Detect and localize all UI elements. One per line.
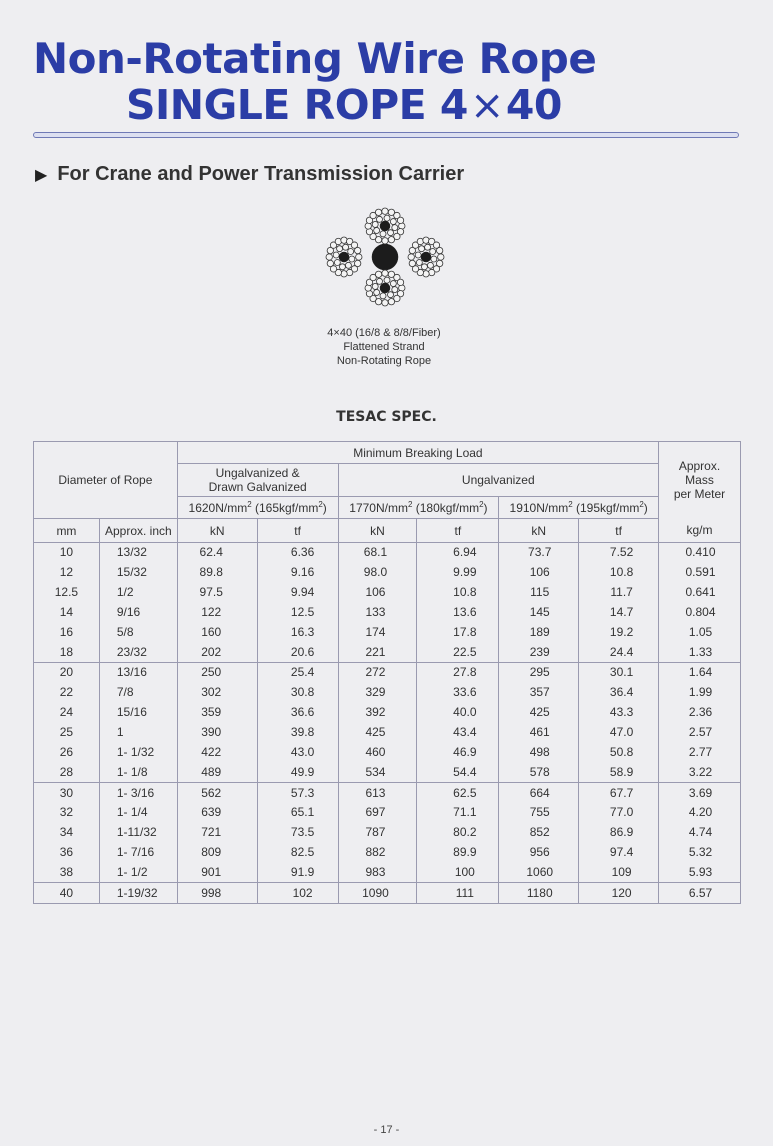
strand-wire xyxy=(392,225,398,231)
kn-1620-cell: 89.8 xyxy=(177,563,257,583)
kn-1620-cell: 359 xyxy=(177,703,257,723)
times-sign: × xyxy=(469,81,504,129)
tf-1770-cell: 100 xyxy=(417,863,499,883)
kn-1620-cell: 489 xyxy=(177,762,257,782)
table-row xyxy=(34,622,741,642)
table-row xyxy=(34,762,741,782)
kn-1620-cell: 390 xyxy=(177,723,257,743)
superscript: 2 xyxy=(568,499,573,509)
kn-1620-cell: 562 xyxy=(177,783,257,803)
strand-wire xyxy=(382,208,388,214)
tf-1770-cell: 46.9 xyxy=(417,742,499,762)
unit-tf: tf xyxy=(417,519,499,543)
table-row xyxy=(34,783,741,803)
strand-wire xyxy=(348,248,354,254)
strand-wire xyxy=(408,254,414,260)
kn-1620-cell: 97.5 xyxy=(177,583,257,603)
strand-wire xyxy=(416,260,422,266)
tf-1910-cell: 67.7 xyxy=(579,783,659,803)
tf-1620-cell: 102 xyxy=(257,883,338,904)
mass-kgm-cell: 0.410 xyxy=(659,543,741,563)
strand-wire xyxy=(375,209,381,215)
grade-1910-text: 1910N/mm xyxy=(509,500,569,515)
header-ungalv-drawn-line-1: Ungalvanized & xyxy=(215,466,300,480)
kn-1910-cell: 295 xyxy=(499,663,579,683)
diameter-inch-cell: 13/32 xyxy=(99,543,177,563)
mass-kgm-cell: 5.32 xyxy=(659,843,741,863)
kn-1910-cell: 1180 xyxy=(499,883,579,904)
strand-wire xyxy=(343,244,349,250)
tf-1620-cell: 20.6 xyxy=(257,642,338,662)
unit-tf: tf xyxy=(579,519,659,543)
core-fiber xyxy=(372,244,398,270)
tf-1770-cell: 6.94 xyxy=(417,543,499,563)
kn-1910-cell: 956 xyxy=(499,843,579,863)
strand-wire xyxy=(327,260,333,266)
tf-1770-cell: 9.99 xyxy=(417,563,499,583)
kn-1910-cell: 189 xyxy=(499,622,579,642)
tf-1620-cell: 57.3 xyxy=(257,783,338,803)
kn-1910-cell: 852 xyxy=(499,823,579,843)
strand-wire xyxy=(349,256,355,262)
diameter-mm-cell: 26 xyxy=(34,742,100,762)
kn-1770-cell: 106 xyxy=(338,583,417,603)
table-row xyxy=(34,843,741,863)
strand-wire xyxy=(354,247,360,253)
strand-wire xyxy=(438,254,444,260)
diameter-mm-cell: 18 xyxy=(34,642,100,662)
diameter-mm-cell: 28 xyxy=(34,762,100,782)
strand-wire xyxy=(380,293,386,299)
kn-1910-cell: 73.7 xyxy=(499,543,579,563)
kn-1770-cell: 1090 xyxy=(338,883,417,904)
spec-title: TESAC SPEC. xyxy=(336,409,437,425)
tf-1770-cell: 40.0 xyxy=(417,703,499,723)
unit-kn: kN xyxy=(338,519,417,543)
table-row xyxy=(34,642,741,662)
strand-wire xyxy=(380,231,386,237)
strand-wire xyxy=(397,279,403,285)
mass-kgm-cell: 0.591 xyxy=(659,563,741,583)
rope-cross-section-figure xyxy=(318,200,452,308)
kn-1910-cell: 1060 xyxy=(499,863,579,883)
strand-core xyxy=(380,221,390,231)
table-row xyxy=(34,742,741,762)
paren: ) xyxy=(322,500,327,515)
kn-1770-cell: 425 xyxy=(338,723,417,743)
header-mass-line-1: Approx. xyxy=(678,459,721,474)
unit-kgm: kg/m xyxy=(659,519,741,543)
kn-1770-cell: 272 xyxy=(338,663,417,683)
superscript: 2 xyxy=(479,499,484,509)
unit-inch: Approx. inch xyxy=(99,519,177,543)
unit-kn: kN xyxy=(177,519,257,543)
kn-1770-cell: 174 xyxy=(338,622,417,642)
strand-wire xyxy=(397,217,403,223)
table-row xyxy=(34,803,741,823)
mass-kgm-cell: 2.77 xyxy=(659,742,741,762)
tf-1620-cell: 43.0 xyxy=(257,742,338,762)
header-mass xyxy=(659,442,741,519)
strand-wire xyxy=(390,219,396,225)
tf-1910-cell: 97.4 xyxy=(579,843,659,863)
mass-kgm-cell: 0.804 xyxy=(659,603,741,623)
unit-mm: mm xyxy=(34,519,100,543)
kn-1910-cell: 755 xyxy=(499,803,579,823)
page-title: Non-Rotating Wire Rope xyxy=(33,34,597,83)
unit-kn: kN xyxy=(499,519,579,543)
tf-1910-cell: 47.0 xyxy=(579,723,659,743)
strand-wire xyxy=(337,246,343,252)
kn-1620-cell: 901 xyxy=(177,863,257,883)
tf-1620-cell: 30.8 xyxy=(257,683,338,703)
table-row xyxy=(34,883,741,904)
kn-1910-cell: 357 xyxy=(499,683,579,703)
tf-1620-cell: 73.5 xyxy=(257,823,338,843)
kn-1620-cell: 160 xyxy=(177,622,257,642)
strand-wire xyxy=(333,252,339,258)
tf-1910-cell: 7.52 xyxy=(579,543,659,563)
kn-1910-cell: 578 xyxy=(499,762,579,782)
grade-1910-kgf: (195kgf/mm xyxy=(572,500,640,515)
diameter-inch-cell: 1- 1/2 xyxy=(99,863,177,883)
mass-kgm-cell: 1.33 xyxy=(659,642,741,662)
grade-1620-text: 1620N/mm xyxy=(188,500,248,515)
spec-table-body xyxy=(34,543,741,904)
diameter-inch-cell: 13/16 xyxy=(99,663,177,683)
tf-1620-cell: 12.5 xyxy=(257,603,338,623)
table-row xyxy=(34,703,741,723)
kn-1770-cell: 534 xyxy=(338,762,417,782)
diameter-mm-cell: 22 xyxy=(34,683,100,703)
mass-kgm-cell: 6.57 xyxy=(659,883,741,904)
mass-kgm-cell: 1.64 xyxy=(659,663,741,683)
tf-1770-cell: 80.2 xyxy=(417,823,499,843)
header-ungalvanized: Ungalvanized xyxy=(338,464,659,497)
table-row xyxy=(34,683,741,703)
table-row xyxy=(34,583,741,603)
diameter-mm-cell: 24 xyxy=(34,703,100,723)
strand-wire xyxy=(425,244,431,250)
tf-1770-cell: 22.5 xyxy=(417,642,499,662)
tf-1910-cell: 109 xyxy=(579,863,659,883)
diameter-mm-cell: 20 xyxy=(34,663,100,683)
kn-1620-cell: 809 xyxy=(177,843,257,863)
table-row xyxy=(34,603,741,623)
kn-1910-cell: 461 xyxy=(499,723,579,743)
strand-wire xyxy=(382,270,388,276)
header-grade-1770 xyxy=(338,497,499,519)
strand-wire xyxy=(388,236,394,242)
kn-1910-cell: 498 xyxy=(499,742,579,762)
diameter-mm-cell: 25 xyxy=(34,723,100,743)
strand-wire xyxy=(409,260,415,266)
kn-1770-cell: 392 xyxy=(338,703,417,723)
mass-kgm-cell: 1.99 xyxy=(659,683,741,703)
kn-1770-cell: 221 xyxy=(338,642,417,662)
strand-wire xyxy=(339,264,345,270)
tf-1620-cell: 82.5 xyxy=(257,843,338,863)
tf-1620-cell: 49.9 xyxy=(257,762,338,782)
superscript: 2 xyxy=(639,499,644,509)
kn-1620-cell: 422 xyxy=(177,742,257,762)
spec-table xyxy=(33,441,741,904)
tf-1620-cell: 39.8 xyxy=(257,723,338,743)
tf-1770-cell: 10.8 xyxy=(417,583,499,603)
kn-1770-cell: 460 xyxy=(338,742,417,762)
kn-1770-cell: 882 xyxy=(338,843,417,863)
superscript: 2 xyxy=(247,499,252,509)
tf-1910-cell: 11.7 xyxy=(579,583,659,603)
tf-1770-cell: 71.1 xyxy=(417,803,499,823)
strand-wire xyxy=(384,215,390,221)
unit-tf: tf xyxy=(257,519,338,543)
tf-1770-cell: 27.8 xyxy=(417,663,499,683)
page-number: - 17 - xyxy=(373,1124,400,1136)
tf-1770-cell: 43.4 xyxy=(417,723,499,743)
kn-1770-cell: 613 xyxy=(338,783,417,803)
table-row xyxy=(34,563,741,583)
strand-wire xyxy=(376,216,382,222)
header-ungalvanized-drawn xyxy=(177,464,338,497)
kn-1620-cell: 998 xyxy=(177,883,257,904)
tf-1770-cell: 111 xyxy=(417,883,499,904)
strand-core xyxy=(339,252,349,262)
kn-1910-cell: 145 xyxy=(499,603,579,623)
diameter-inch-cell: 9/16 xyxy=(99,603,177,623)
strand-core xyxy=(421,252,431,262)
table-row xyxy=(34,543,741,563)
strand-wire xyxy=(392,287,398,293)
tf-1620-cell: 36.6 xyxy=(257,703,338,723)
kn-1620-cell: 302 xyxy=(177,683,257,703)
strand-wire xyxy=(415,252,421,258)
header-grade-1910 xyxy=(499,497,659,519)
header-grade-1620 xyxy=(177,497,338,519)
strand-wire xyxy=(326,254,332,260)
diameter-inch-cell: 1- 1/4 xyxy=(99,803,177,823)
diameter-mm-cell: 12.5 xyxy=(34,583,100,603)
mass-kgm-cell: 0.641 xyxy=(659,583,741,603)
kn-1770-cell: 697 xyxy=(338,803,417,823)
strand-wire xyxy=(375,271,381,277)
section-heading xyxy=(35,163,464,186)
diameter-mm-cell: 12 xyxy=(34,563,100,583)
diameter-inch-cell: 1-19/32 xyxy=(99,883,177,904)
subtitle-text-a: SINGLE ROPE 4 xyxy=(126,81,468,129)
mass-kgm-cell: 2.57 xyxy=(659,723,741,743)
strand-wire xyxy=(430,248,436,254)
tf-1770-cell: 17.8 xyxy=(417,622,499,642)
tf-1910-cell: 36.4 xyxy=(579,683,659,703)
header-ungalv-drawn-line-2: Drawn Galvanized xyxy=(208,480,307,494)
tf-1910-cell: 19.2 xyxy=(579,622,659,642)
diameter-inch-cell: 1- 1/8 xyxy=(99,762,177,782)
section-heading-text: For Crane and Power Transmission Carrier xyxy=(57,163,465,185)
strand-wire xyxy=(374,227,380,233)
paren: ) xyxy=(643,500,648,515)
strand-wire xyxy=(372,221,378,227)
strand-wire xyxy=(334,260,340,266)
strand-wire xyxy=(388,298,394,304)
strand-wire xyxy=(388,292,394,298)
strand-wire xyxy=(374,289,380,295)
diameter-inch-cell: 1-11/32 xyxy=(99,823,177,843)
kn-1620-cell: 721 xyxy=(177,823,257,843)
kn-1620-cell: 639 xyxy=(177,803,257,823)
tf-1910-cell: 58.9 xyxy=(579,762,659,782)
strand-core xyxy=(380,283,390,293)
tf-1910-cell: 43.3 xyxy=(579,703,659,723)
tf-1770-cell: 62.5 xyxy=(417,783,499,803)
kn-1770-cell: 787 xyxy=(338,823,417,843)
strand-wire xyxy=(427,262,433,268)
diameter-inch-cell: 1- 1/32 xyxy=(99,742,177,762)
superscript: 2 xyxy=(407,499,413,509)
figure-caption xyxy=(284,326,484,368)
tf-1620-cell: 91.9 xyxy=(257,863,338,883)
strand-wire xyxy=(356,254,362,260)
kn-1770-cell: 133 xyxy=(338,603,417,623)
tf-1910-cell: 24.4 xyxy=(579,642,659,662)
mass-kgm-cell: 5.93 xyxy=(659,863,741,883)
triangle-bullet-icon: ▶ xyxy=(35,167,48,184)
tf-1620-cell: 6.36 xyxy=(257,543,338,563)
diameter-inch-cell: 7/8 xyxy=(99,683,177,703)
strand-wire xyxy=(384,277,390,283)
table-row xyxy=(34,663,741,683)
tf-1770-cell: 33.6 xyxy=(417,683,499,703)
tf-1620-cell: 65.1 xyxy=(257,803,338,823)
strand-wire xyxy=(345,262,351,268)
mass-kgm-cell: 4.74 xyxy=(659,823,741,843)
paren: ) xyxy=(483,500,488,515)
strand-wire xyxy=(382,238,388,244)
strand-wire xyxy=(436,247,442,253)
diameter-inch-cell: 1- 7/16 xyxy=(99,843,177,863)
caption-line-2: Flattened Strand xyxy=(343,341,425,353)
diameter-mm-cell: 16 xyxy=(34,622,100,642)
kn-1910-cell: 239 xyxy=(499,642,579,662)
caption-line-1: 4×40 (16/8 & 8/8/Fiber) xyxy=(327,327,441,339)
strand-wire xyxy=(421,264,427,270)
mass-kgm-cell: 4.20 xyxy=(659,803,741,823)
subtitle-text-b: 40 xyxy=(505,81,562,129)
tf-1910-cell: 86.9 xyxy=(579,823,659,843)
grade-1770-text: 1770N/mm xyxy=(349,500,408,515)
kn-1770-cell: 68.1 xyxy=(338,543,417,563)
diameter-inch-cell: 15/16 xyxy=(99,703,177,723)
title-divider xyxy=(33,132,739,138)
grade-1770-kgf: (180kgf/mm xyxy=(412,500,480,515)
diameter-inch-cell: 15/32 xyxy=(99,563,177,583)
kn-1770-cell: 329 xyxy=(338,683,417,703)
kn-1770-cell: 983 xyxy=(338,863,417,883)
diameter-mm-cell: 36 xyxy=(34,843,100,863)
kn-1910-cell: 106 xyxy=(499,563,579,583)
kn-1620-cell: 250 xyxy=(177,663,257,683)
kn-1910-cell: 115 xyxy=(499,583,579,603)
strand-wire xyxy=(372,283,378,289)
header-diameter: Diameter of Rope xyxy=(34,442,178,519)
tf-1910-cell: 77.0 xyxy=(579,803,659,823)
tf-1910-cell: 14.7 xyxy=(579,603,659,623)
strand-wire xyxy=(376,278,382,284)
mass-kgm-cell: 3.69 xyxy=(659,783,741,803)
strand-wire xyxy=(382,300,388,306)
tf-1620-cell: 9.16 xyxy=(257,563,338,583)
kn-1770-cell: 98.0 xyxy=(338,563,417,583)
tf-1620-cell: 16.3 xyxy=(257,622,338,642)
diameter-mm-cell: 38 xyxy=(34,863,100,883)
diameter-mm-cell: 34 xyxy=(34,823,100,843)
tf-1910-cell: 120 xyxy=(579,883,659,904)
superscript: 2 xyxy=(318,499,323,509)
mass-kgm-cell: 2.36 xyxy=(659,703,741,723)
strand-wire xyxy=(419,246,425,252)
diameter-mm-cell: 32 xyxy=(34,803,100,823)
kn-1620-cell: 202 xyxy=(177,642,257,662)
strand-wire xyxy=(390,281,396,287)
diameter-mm-cell: 40 xyxy=(34,883,100,904)
tf-1910-cell: 30.1 xyxy=(579,663,659,683)
tf-1620-cell: 25.4 xyxy=(257,663,338,683)
tf-1770-cell: 89.9 xyxy=(417,843,499,863)
diameter-inch-cell: 1- 3/16 xyxy=(99,783,177,803)
header-mass-line-3: per Meter xyxy=(673,487,726,502)
diameter-mm-cell: 14 xyxy=(34,603,100,623)
table-row xyxy=(34,863,741,883)
header-min-breaking-load: Minimum Breaking Load xyxy=(177,442,658,464)
diameter-inch-cell: 5/8 xyxy=(99,622,177,642)
grade-1620-kgf: (165kgf/mm xyxy=(251,500,319,515)
kn-1620-cell: 62.4 xyxy=(177,543,257,563)
diameter-inch-cell: 1 xyxy=(99,723,177,743)
header-mass-line-2: Mass xyxy=(685,473,714,488)
diameter-mm-cell: 10 xyxy=(34,543,100,563)
strand-wire xyxy=(431,256,437,262)
kn-1910-cell: 664 xyxy=(499,783,579,803)
kn-1620-cell: 122 xyxy=(177,603,257,623)
tf-1910-cell: 50.8 xyxy=(579,742,659,762)
caption-line-3: Non-Rotating Rope xyxy=(336,355,432,367)
mass-kgm-cell: 3.22 xyxy=(659,762,741,782)
page-subtitle xyxy=(126,80,562,130)
diameter-inch-cell: 23/32 xyxy=(99,642,177,662)
tf-1770-cell: 54.4 xyxy=(417,762,499,782)
tf-1770-cell: 13.6 xyxy=(417,603,499,623)
mass-kgm-cell: 1.05 xyxy=(659,622,741,642)
tf-1910-cell: 10.8 xyxy=(579,563,659,583)
diameter-mm-cell: 30 xyxy=(34,783,100,803)
diameter-inch-cell: 1/2 xyxy=(99,583,177,603)
tf-1620-cell: 9.94 xyxy=(257,583,338,603)
table-row xyxy=(34,723,741,743)
kn-1910-cell: 425 xyxy=(499,703,579,723)
strand-wire xyxy=(388,230,394,236)
table-row xyxy=(34,823,741,843)
